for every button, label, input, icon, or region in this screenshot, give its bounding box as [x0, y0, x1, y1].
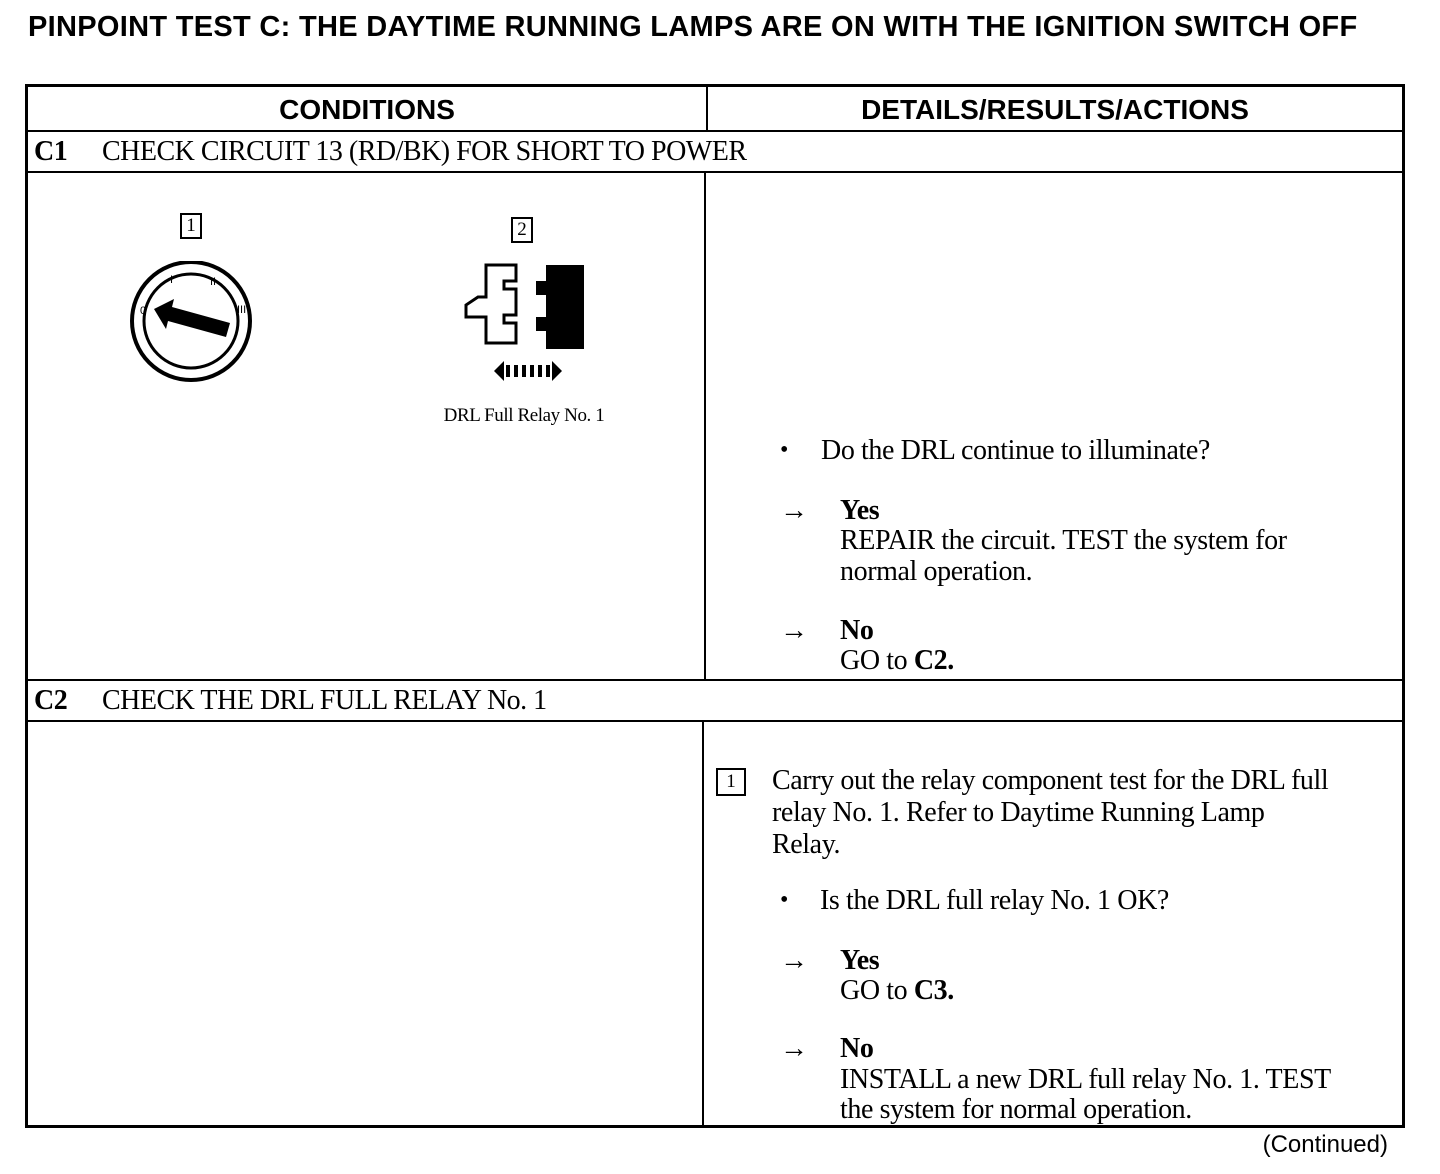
continued-label: (Continued) [1262, 1131, 1388, 1158]
column-header-details: DETAILS/RESULTS/ACTIONS [861, 94, 1249, 125]
ignition-mark-0: 0 [140, 305, 147, 317]
arrow-right-icon: → [780, 495, 808, 526]
bullet-icon: • [780, 887, 789, 913]
c1-no-target: C2. [913, 645, 954, 676]
column-header-conditions: CONDITIONS [279, 94, 455, 125]
header-rule [28, 130, 1402, 132]
ignition-mark-2: II [210, 276, 217, 288]
c2-instruction-line2: relay No. 1. Refer to Daytime Running Lamp [772, 797, 1265, 828]
c2-yes-target: C3. [913, 975, 954, 1006]
c1-no-action-text: GO to [840, 645, 908, 676]
c1-no-action [840, 645, 954, 676]
c1-yes-label: Yes [840, 495, 880, 526]
c1-end-rule [28, 679, 1402, 681]
ignition-mark-3: III [237, 304, 247, 316]
step-code: C2 [34, 685, 68, 716]
c2-instruction-line1: Carry out the relay component test for the DRL full [772, 765, 1329, 796]
c2-no-label: No [840, 1033, 874, 1064]
arrow-right-icon: → [780, 615, 808, 646]
arrow-right-icon: → [780, 1033, 808, 1064]
step-heading-c2 [34, 684, 547, 718]
header-divider [706, 87, 708, 131]
c2-instruction-line3: Relay. [772, 829, 841, 860]
c2-heading-rule [28, 720, 1402, 722]
c1-heading-rule [28, 171, 1402, 173]
c2-yes-label: Yes [840, 945, 880, 976]
ignition-switch-off-icon [126, 261, 256, 385]
c2-column-divider [702, 722, 704, 1128]
c1-column-divider [704, 173, 706, 679]
pinpoint-test-table [25, 84, 1405, 1128]
c2-question: Is the DRL full relay No. 1 OK? [820, 885, 1169, 916]
c1-yes-action-line2: normal operation. [840, 556, 1033, 587]
c1-yes-action-line1: REPAIR the circuit. TEST the system for [840, 525, 1287, 556]
callout-1: 1 [180, 213, 202, 239]
c1-no-label: No [840, 615, 874, 646]
document-title: PINPOINT TEST C: THE DAYTIME RUNNING LAMPS ARE ON WITH THE IGNITION SWITCH OFF [28, 11, 1358, 43]
callout-2: 2 [511, 217, 533, 243]
ignition-mark-1: I [170, 274, 174, 286]
instruction-number: 1 [716, 768, 746, 796]
step-title: CHECK THE DRL FULL RELAY No. 1 [102, 685, 547, 716]
figure-caption: DRL Full Relay No. 1 [443, 405, 605, 426]
arrow-right-icon: → [780, 945, 808, 976]
step-heading-c1 [34, 135, 747, 169]
bullet-icon: • [780, 437, 789, 463]
c2-no-action-line1: INSTALL a new DRL full relay No. 1. TEST [840, 1064, 1331, 1095]
step-code: C1 [34, 136, 68, 167]
c2-yes-action [840, 975, 954, 1006]
c1-question: Do the DRL continue to illuminate? [821, 435, 1210, 466]
c2-yes-action-text: GO to [840, 975, 908, 1006]
c2-no-action-line2: the system for normal operation. [840, 1094, 1192, 1125]
relay-connector-icon [458, 259, 588, 385]
step-title: CHECK CIRCUIT 13 (RD/BK) FOR SHORT TO POWER [102, 136, 747, 167]
